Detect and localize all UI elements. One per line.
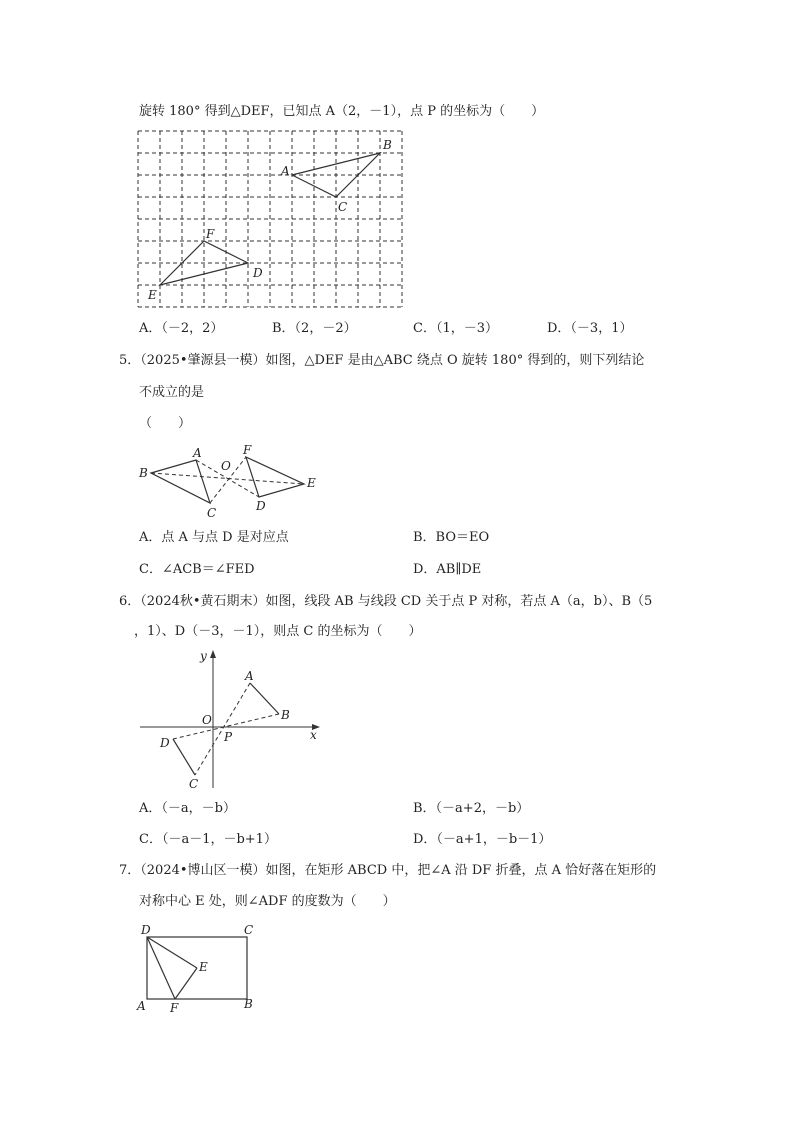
q6-stem-line1: 6．（2024秋•黄石期末）如图，线段 AB 与线段 CD 关于点 P 对称，若点 A（a，b）、B（5 [119,594,653,609]
segment-fe [175,968,197,999]
label-F: F [206,227,215,241]
q4-stem: 旋转 180° 得到△DEF，已知点 A（2，－1），点 P 的坐标为（ ） [139,104,545,119]
label-A: A [137,999,146,1013]
q4-grid-figure [138,131,406,311]
label-A: A [193,446,202,460]
triangle-abc [151,460,210,503]
label-D: D [256,499,266,513]
label-C: C [207,506,217,520]
label-C: C [338,200,348,214]
y-axis-arrow [210,650,216,658]
q5-option-a[interactable]: A．点 A 与点 D 是对应点 [139,530,289,545]
q6-option-b[interactable]: B．（－a+2，－b） [413,801,530,816]
label-E: E [148,288,157,302]
q6-stem-line2: ，1）、D（－3，－1），则点 C 的坐标为（ ） [134,624,422,639]
label-x: x [310,728,317,742]
q5-option-d[interactable]: D．AB∥DE [413,562,482,577]
label-y: y [200,649,207,663]
label-C: C [244,923,254,937]
segment-ab [250,683,279,714]
label-E: E [199,960,208,974]
label-D: D [160,736,170,750]
label-B: B [139,466,148,480]
q5-rotation-figure [136,443,326,523]
q6-coordinate-figure [136,646,326,792]
q5-stem-line2: 不成立的是 [139,385,205,400]
q7-stem-line2: 对称中心 E 处，则∠ADF 的度数为（ ） [139,894,396,909]
q6-option-c[interactable]: C．（－a－1，－b+1） [139,832,277,847]
triangle-def [246,457,304,497]
label-D: D [253,266,263,280]
label-F: F [243,443,252,457]
q6-option-a[interactable]: A．（－a，－b） [139,801,236,816]
label-O: O [221,459,231,473]
q5-option-b[interactable]: B．BO＝EO [413,530,490,545]
q4-option-b[interactable]: B．（2，－2） [272,321,357,336]
q5-option-c[interactable]: C．∠ACB＝∠FED [139,562,255,577]
label-P: P [224,730,233,744]
label-D: D [141,923,151,937]
label-A: A [281,164,290,178]
q5-stem-line1: 5．（2025•肇源县一模）如图，△DEF 是由△ABC 绕点 O 旋转 180° 得到的，则下列结论 [119,353,645,368]
label-C: C [189,777,199,791]
q6-option-d[interactable]: D．（－a+1，－b－1） [413,832,552,847]
q4-option-c[interactable]: C．（1，－3） [413,321,498,336]
label-F: F [170,1001,179,1015]
q4-option-d[interactable]: D．（－3，1） [547,321,633,336]
label-A: A [245,669,254,683]
label-B: B [281,708,290,722]
q7-rectangle-figure [134,922,270,1016]
q4-option-a[interactable]: A．（－2，2） [139,321,224,336]
label-B: B [244,997,253,1011]
segment-cd [173,739,195,775]
q5-stem-line3: （ ） [139,416,192,431]
label-B: B [383,138,392,152]
q7-stem-line1: 7．（2024•博山区一模）如图，在矩形 ABCD 中，把∠A 沿 DF 折叠，点 A 恰好落在矩形的 [119,863,657,878]
label-O: O [202,713,212,727]
label-E: E [307,476,316,490]
